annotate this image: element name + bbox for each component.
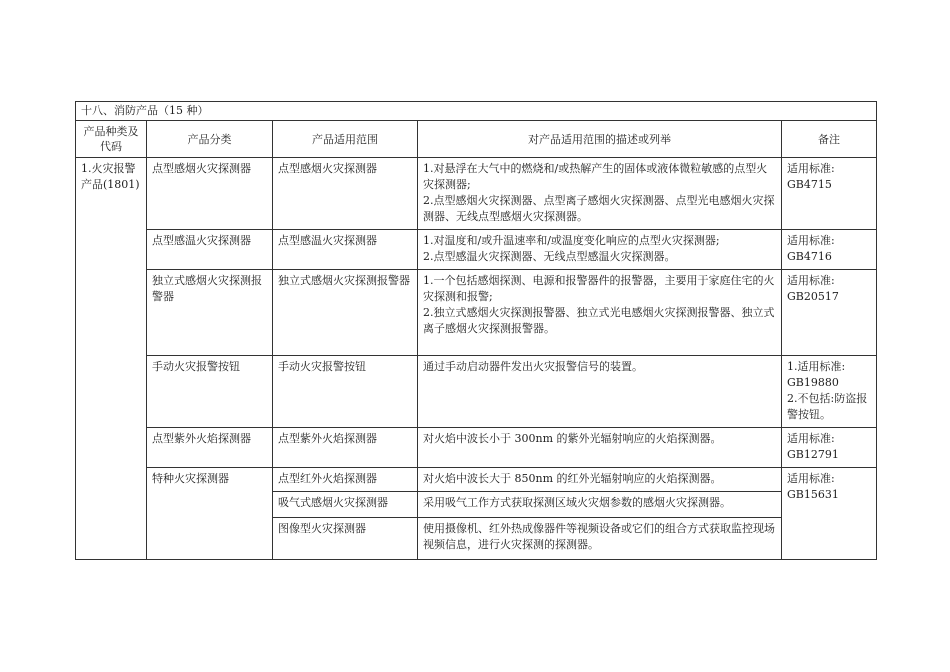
remark-cell <box>782 356 877 428</box>
description-line: 2.点型感温火灾探测器、无线点型感温火灾探测器。 <box>423 250 676 263</box>
description-cell <box>418 428 782 468</box>
remark-line: 2.不包括:防盗报警按钮。 <box>787 392 868 421</box>
classification-cell: 独立式感烟火灾探测报警器 <box>147 270 273 356</box>
remark-line: 1.适用标准: <box>787 360 846 373</box>
remark-line: GB15631 <box>787 488 839 501</box>
header-row <box>76 121 877 158</box>
description-line: 2.点型感烟火灾探测器、点型离子感烟火灾探测器、点型光电感烟火灾探测器、无线点型感烟火灾探测器。 <box>423 194 775 223</box>
remark-line: GB4715 <box>787 178 832 191</box>
scope-cell: 独立式感烟火灾探测报警器 <box>273 270 418 356</box>
remark-line: 适用标准: <box>787 234 835 247</box>
description-cell <box>418 230 782 270</box>
description-line: 对火焰中波长小于 300nm 的紫外光辐射响应的火焰探测器。 <box>423 432 722 445</box>
classification-cell: 点型紫外火焰探测器 <box>147 428 273 468</box>
remark-cell <box>782 428 877 468</box>
header-remark: 备注 <box>782 121 877 158</box>
scope-cell: 点型紫外火焰探测器 <box>273 428 418 468</box>
description-line: 1.一个包括感烟探测、电源和报警器件的报警器，主要用于家庭住宅的火灾探测和报警; <box>423 274 775 303</box>
description-cell: 使用摄像机、红外热成像器件等视频设备或它们的组合方式获取监控现场视频信息，进行火灾探测的探测器。 <box>418 518 782 560</box>
table-row <box>76 468 877 492</box>
remark-cell <box>782 158 877 230</box>
description-cell <box>418 270 782 356</box>
remark-line: GB12791 <box>787 448 839 461</box>
classification-cell: 点型感烟火灾探测器 <box>147 158 273 230</box>
remark-line: 适用标准: <box>787 274 835 287</box>
section-title: 十八、消防产品（15 种） <box>76 102 877 121</box>
scope-cell: 手动火灾报警按钮 <box>273 356 418 428</box>
remark-line: 适用标准: <box>787 432 835 445</box>
header-description: 对产品适用范围的描述或列举 <box>418 121 782 158</box>
table-row <box>76 428 877 468</box>
header-scope: 产品适用范围 <box>273 121 418 158</box>
table-row <box>76 230 877 270</box>
description-line: 1.对温度和/或升温速率和/或温度变化响应的点型火灾探测器; <box>423 234 720 247</box>
description-line: 2.独立式感烟火灾探测报警器、独立式光电感烟火灾探测报警器、独立式离子感烟火灾探测报警器。 <box>423 306 775 335</box>
fire-products-table <box>75 101 877 560</box>
classification-cell: 点型感温火灾探测器 <box>147 230 273 270</box>
remark-line: GB20517 <box>787 290 839 303</box>
description-cell <box>418 158 782 230</box>
description-cell: 采用吸气工作方式获取探测区域火灾烟参数的感烟火灾探测器。 <box>418 492 782 518</box>
scope-cell: 点型感温火灾探测器 <box>273 230 418 270</box>
category-cell: 1.火灾报警产品(1801) <box>76 158 147 560</box>
remark-line: 适用标准: <box>787 472 835 485</box>
remark-cell <box>782 468 877 560</box>
remark-line: GB4716 <box>787 250 832 263</box>
remark-cell <box>782 230 877 270</box>
header-classification: 产品分类 <box>147 121 273 158</box>
classification-cell: 手动火灾报警按钮 <box>147 356 273 428</box>
table-row <box>76 158 877 230</box>
remark-cell <box>782 270 877 356</box>
description-cell <box>418 356 782 428</box>
scope-cell: 图像型火灾探测器 <box>273 518 418 560</box>
scope-cell: 点型感烟火灾探测器 <box>273 158 418 230</box>
table-row <box>76 356 877 428</box>
scope-cell: 点型红外火焰探测器 <box>273 468 418 492</box>
header-category-code: 产品种类及代码 <box>76 121 147 158</box>
scope-cell: 吸气式感烟火灾探测器 <box>273 492 418 518</box>
remark-line: 适用标准: <box>787 162 835 175</box>
classification-cell: 特种火灾探测器 <box>147 468 273 560</box>
section-title-row <box>76 102 877 121</box>
description-line: 通过手动启动器件发出火灾报警信号的装置。 <box>423 360 643 373</box>
description-cell: 对火焰中波长大于 850nm 的红外光辐射响应的火焰探测器。 <box>418 468 782 492</box>
remark-line: GB19880 <box>787 376 839 389</box>
table-row <box>76 270 877 356</box>
description-line: 1.对悬浮在大气中的燃烧和/或热解产生的固体或液体微粒敏感的点型火灾探测器; <box>423 162 768 191</box>
